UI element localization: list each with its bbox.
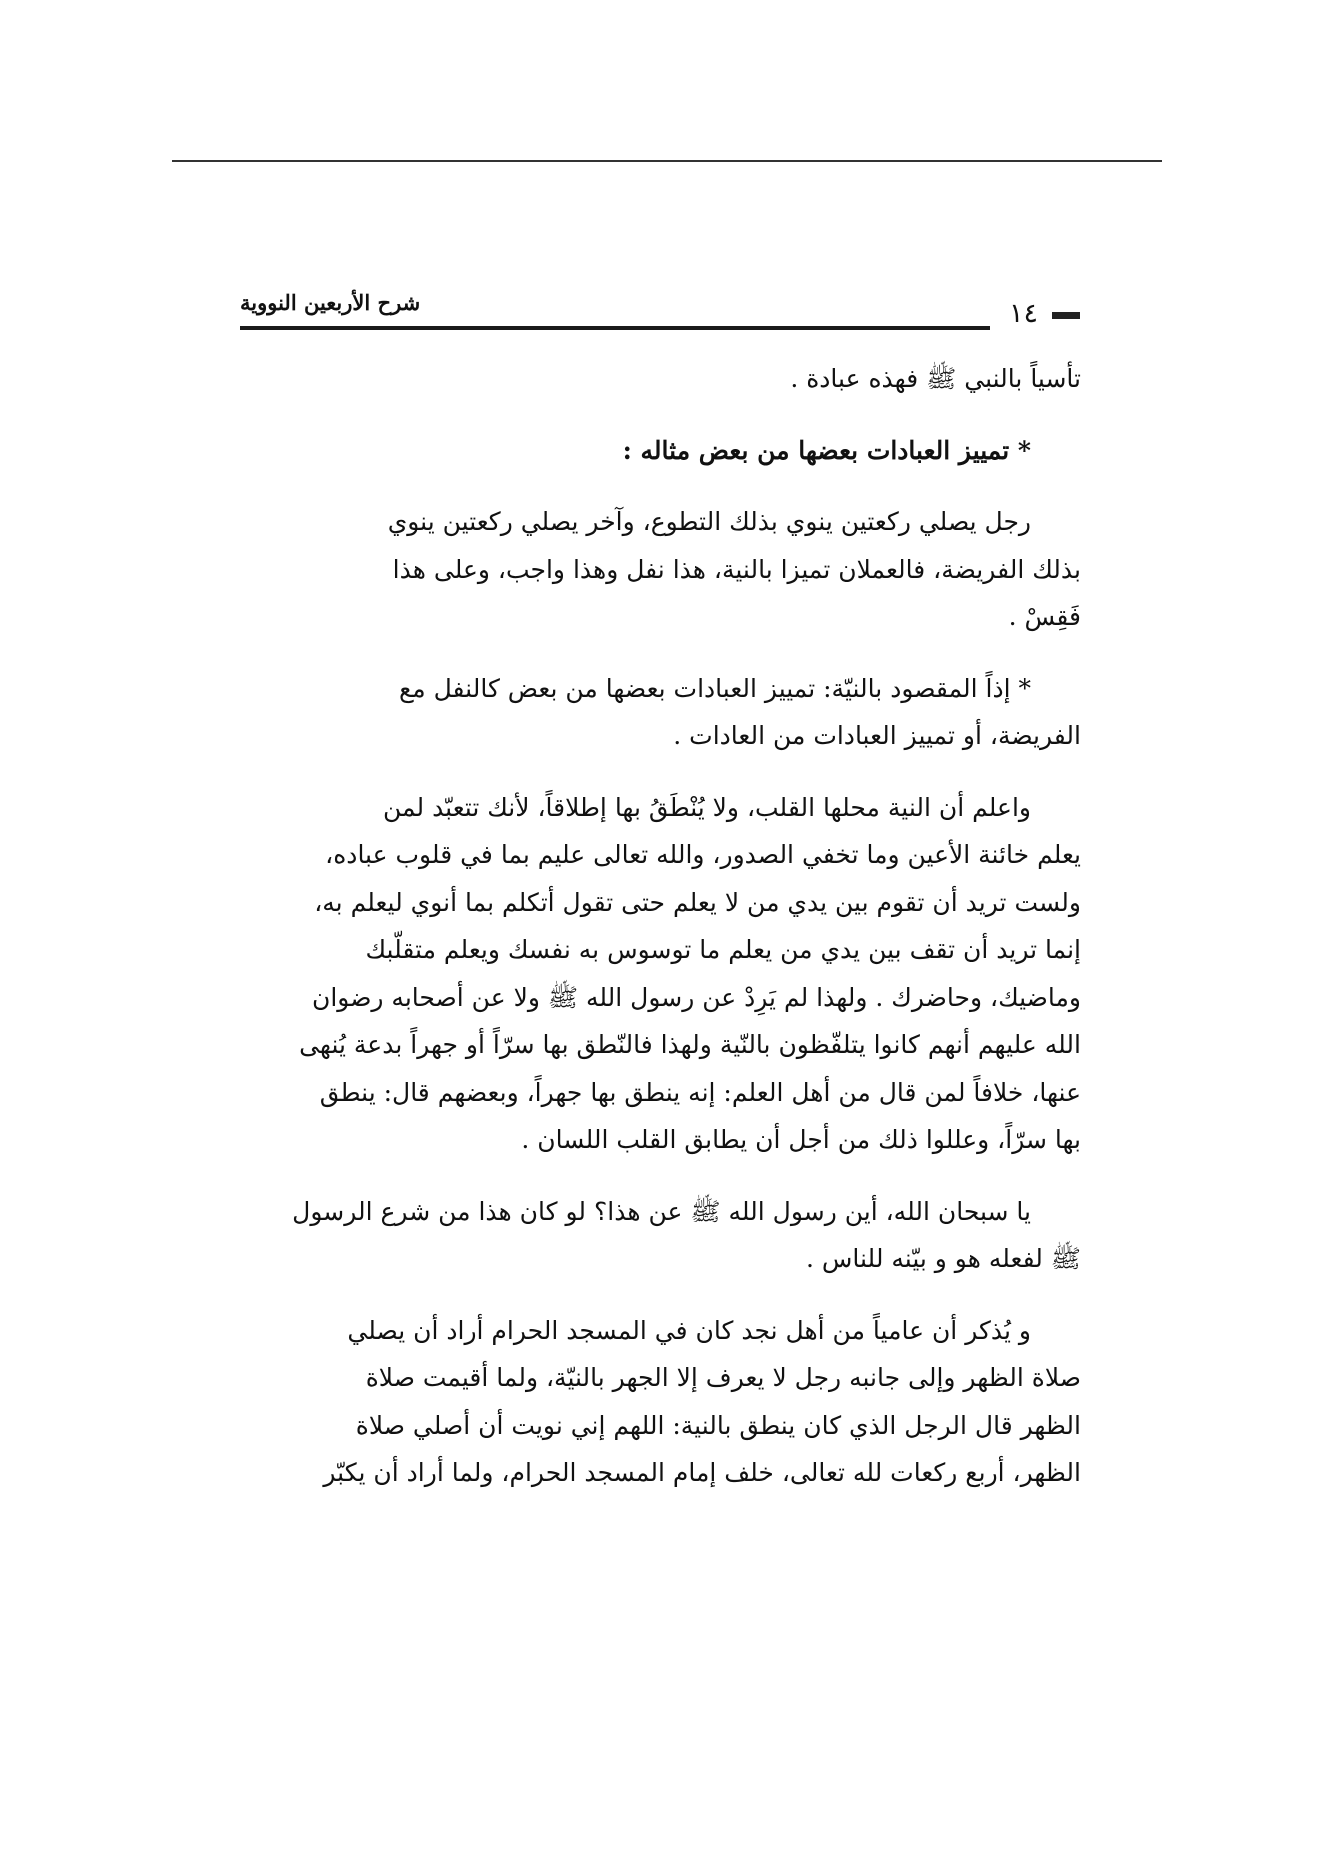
- text-line: و يُذكر أن عامياً من أهل نجد كان في المسجد الحرام أراد أن يصلي: [347, 1315, 1031, 1345]
- text-line: بها سرّاً، وعللوا ذلك من أجل أن يطابق القلب اللسان .: [521, 1125, 1081, 1154]
- text-line: الله عليهم أنهم كانوا يتلفّظون بالنّية ولهذا فالنّطق بها سرّاً أو جهراً بدعة يُنهى: [299, 1030, 1081, 1059]
- text-line: الظهر قال الرجل الذي كان ينطق بالنية: اللهم إني نويت أن أصلي صلاة: [355, 1410, 1081, 1440]
- text-line: تأسياً بالنبي ﷺ فهذه عبادة .: [790, 364, 1081, 393]
- paragraph-gap: [228, 1283, 1081, 1307]
- book-title: شرح الأربعين النووية: [240, 290, 421, 315]
- text-line: بذلك الفريضة، فالعملان تميزا بالنية، هذا نفل وهذا واجب، وعلى هذا: [392, 554, 1081, 584]
- paragraph-gap: [228, 1164, 1081, 1188]
- text-line: إنما تريد أن تقف بين يدي من يعلم ما توسوس به نفسك ويعلم متقلّبك: [365, 935, 1081, 964]
- page-number: ١٤: [1008, 298, 1038, 329]
- text-line: رجل يصلي ركعتين ينوي بذلك التطوع، وآخر يصلي ركعتين ينوي: [387, 507, 1031, 536]
- text-line: وماضيك، وحاضرك . ولهذا لم يَرِدْ عن رسول الله ﷺ ولا عن أصحابه رضوان: [311, 982, 1081, 1012]
- header-rule: [240, 326, 990, 330]
- text-line: صلاة الظهر وإلى جانبه رجل لا يعرف إلا الجهر بالنيّة، ولما أقيمت صلاة: [365, 1363, 1081, 1392]
- text-line: فَقِسْ .: [1008, 602, 1081, 631]
- text-line: يا سبحان الله، أين رسول الله ﷺ عن هذا؟ لو كان هذا من شرع الرسول: [292, 1196, 1031, 1226]
- text-line: * إذاً المقصود بالنيّة: تمييز العبادات بعضها من بعض كالنفل مع: [398, 673, 1031, 703]
- body-text: [228, 355, 1081, 1497]
- text-line: الفريضة، أو تمييز العبادات من العادات .: [673, 721, 1081, 750]
- section-heading: * تمييز العبادات بعضها من بعض مثاله :: [622, 435, 1031, 465]
- paragraph-gap: [228, 403, 1081, 427]
- text-line: الظهر، أربع ركعات لله تعالى، خلف إمام المسجد الحرام، ولما أراد أن يكبّر: [323, 1458, 1081, 1487]
- paragraph-gap: [228, 760, 1081, 784]
- text-line: عنها، خلافاً لمن قال من أهل العلم: إنه ينطق بها جهراً، وبعضهم قال: ينطق: [319, 1077, 1081, 1107]
- text-line: واعلم أن النية محلها القلب، ولا يُنْطَقُ بها إطلاقاً، لأنك تتعبّد لمن: [383, 792, 1031, 822]
- running-header: [240, 290, 1080, 330]
- text-line: ﷺ لفعله هو و بيّنه للناس .: [805, 1244, 1081, 1273]
- page-top-rule: [172, 160, 1162, 162]
- header-ornament: [1052, 312, 1080, 319]
- text-line: يعلم خائنة الأعين وما تخفي الصدور، والله تعالى عليم بما في قلوب عباده،: [325, 840, 1081, 869]
- paragraph-gap: [228, 474, 1081, 498]
- text-line: ولست تريد أن تقوم بين يدي من لا يعلم حتى تقول أتكلم بما أنوي ليعلم به،: [314, 887, 1081, 917]
- paragraph-gap: [228, 641, 1081, 665]
